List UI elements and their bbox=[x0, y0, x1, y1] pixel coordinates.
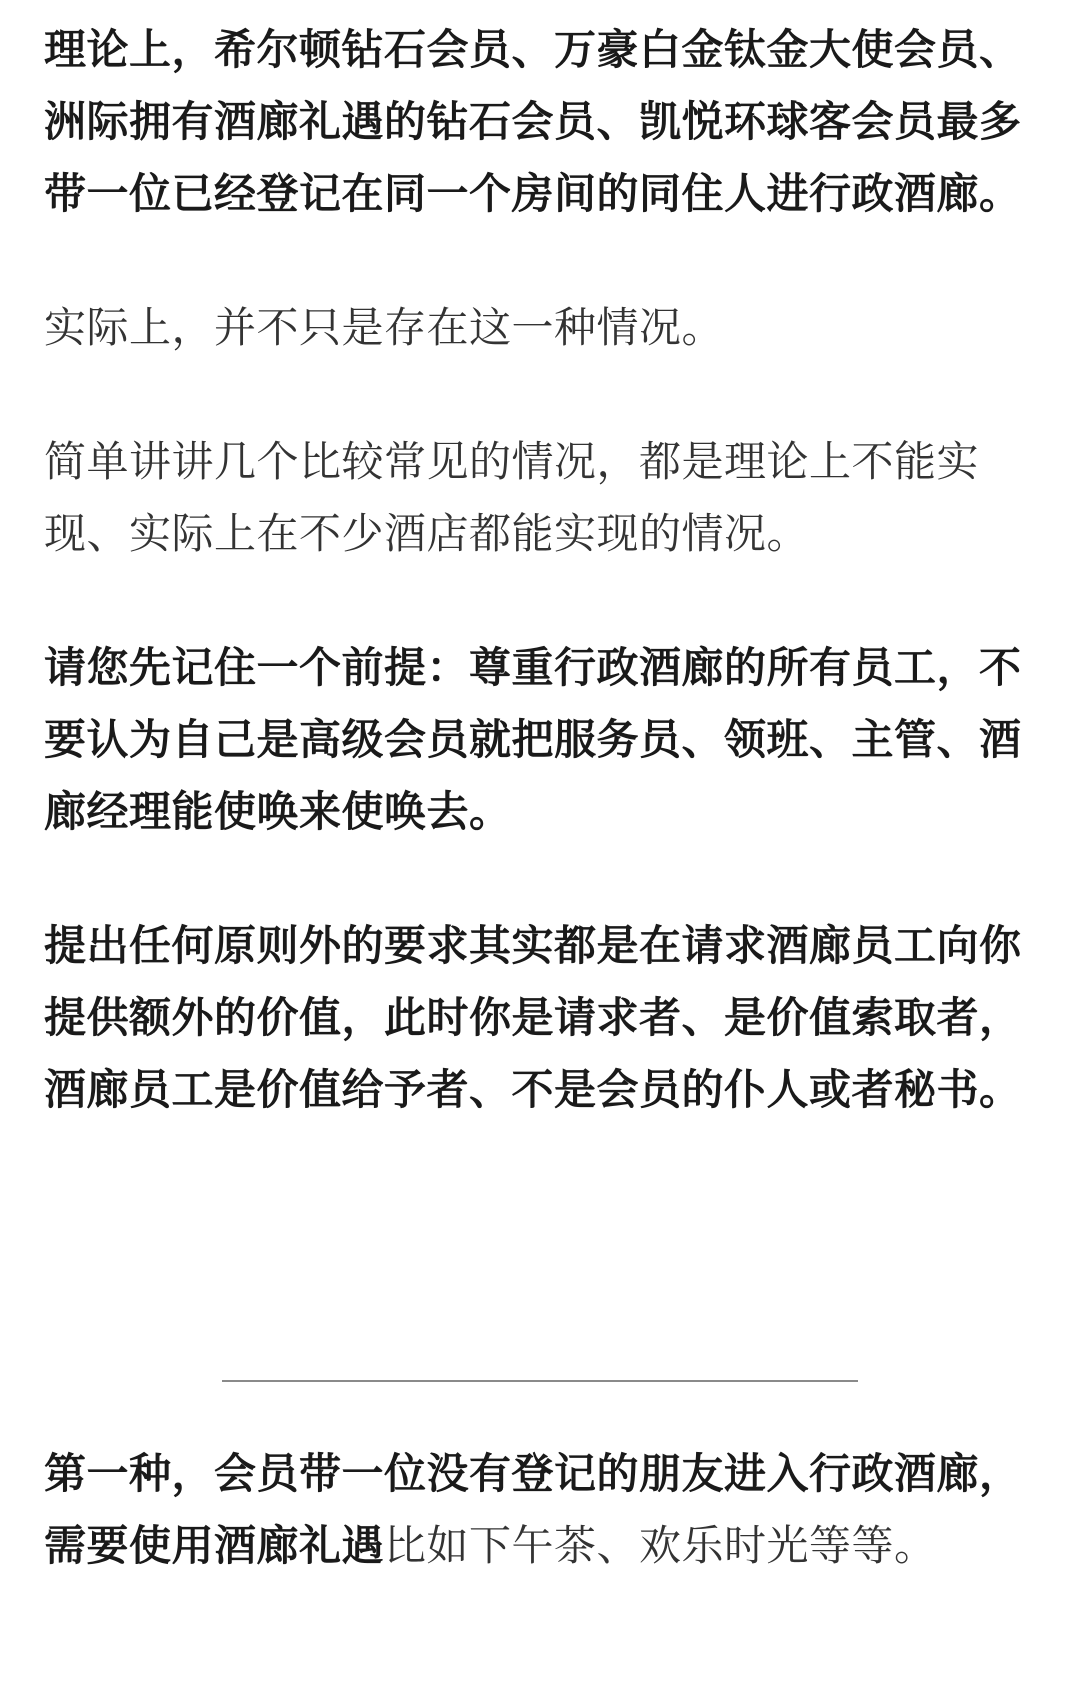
paragraph-first-case-container bbox=[44, 1438, 1044, 1582]
first-case-normal-text: 比如下午茶、欢乐时光等等。 bbox=[384, 1521, 937, 1570]
paragraph-first-case bbox=[44, 1438, 1044, 1582]
paragraph-reality: 实际上，并不只是存在这一种情况。 bbox=[44, 303, 725, 352]
paragraph-requests: 提出任何原则外的要求其实都是在请求酒廊员工向你提供额外的价值，此时你是请求者、是价值索取者，酒廊员工是价值给予者、不是会员的仆人或者秘书。 bbox=[44, 921, 1022, 1114]
article-body bbox=[44, 14, 1044, 1126]
first-case-bold-text: 第一种，会员带一位没有登记的朋友进入行政酒廊，需要使用酒廊礼遇 bbox=[44, 1449, 1022, 1570]
section-divider bbox=[222, 1380, 858, 1382]
paragraph-theory: 理论上，希尔顿钻石会员、万豪白金钛金大使会员、洲际拥有酒廊礼遇的钻石会员、凯悦环球客会员最多带一位已经登记在同一个房间的同住人进行政酒廊。 bbox=[44, 25, 1022, 218]
paragraph-common-cases: 简单讲讲几个比较常见的情况，都是理论上不能实现、实际上在不少酒店都能实现的情况。 bbox=[44, 437, 980, 558]
paragraph-premise: 请您先记住一个前提：尊重行政酒廊的所有员工，不要认为自己是高级会员就把服务员、领班、主管、酒廊经理能使唤来使唤去。 bbox=[44, 643, 1022, 836]
